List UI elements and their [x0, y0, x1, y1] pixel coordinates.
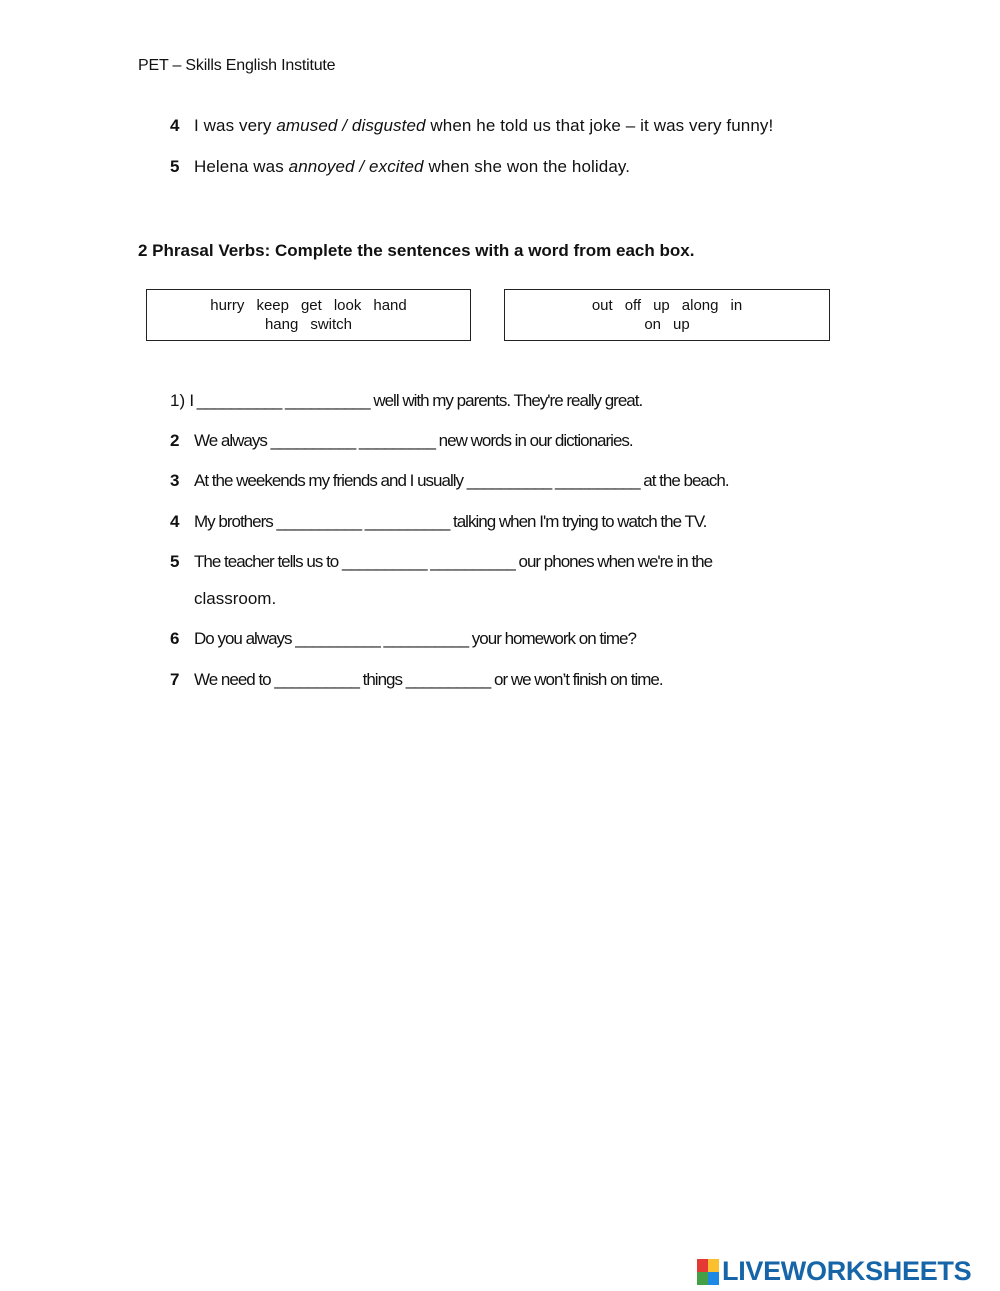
liveworksheets-logo: [697, 1256, 971, 1287]
item-choice[interactable]: annoyed / excited: [288, 157, 424, 176]
sentence-text[interactable]: We always __________ _________ new words in our dictionaries.: [194, 431, 633, 450]
page-header: PET – Skills English Institute: [138, 57, 336, 74]
word-box-row: [505, 315, 829, 334]
sentence-number: 2: [170, 431, 180, 450]
sentence-5: [170, 552, 712, 572]
word: up: [673, 316, 690, 333]
sentence-number: 3: [170, 471, 180, 490]
sentence-text[interactable]: My brothers __________ __________ talking when I'm trying to watch the TV.: [194, 512, 707, 531]
word-box-verbs: [146, 289, 471, 341]
sentence-4: [170, 512, 706, 532]
sentence-text[interactable]: At the weekends my friends and I usually __________ __________ at the beach.: [194, 471, 729, 490]
word: off: [624, 297, 642, 314]
logo-text: LIVEWORKSHEETS: [722, 1256, 972, 1286]
sentence-text[interactable]: The teacher tells us to __________ __________ our phones when we're in the: [194, 552, 713, 571]
item-number: 5: [170, 157, 180, 176]
item-text-post: when he told us that joke – it was very funny!: [425, 116, 774, 135]
word: hurry: [210, 297, 245, 314]
sentence-2: [170, 431, 633, 451]
word: switch: [310, 316, 353, 333]
sentence-7: [170, 670, 663, 690]
word: out: [591, 297, 613, 314]
word-box-particles: [504, 289, 830, 341]
item-number: 4: [170, 116, 180, 135]
logo-icon: [697, 1259, 719, 1285]
sentence-1: [170, 391, 642, 411]
exercise-item-4: [170, 116, 773, 136]
item-text-pre: I was very: [194, 116, 277, 135]
exercise-item-5: [170, 157, 630, 177]
word: in: [730, 297, 743, 314]
sentence-number: 5: [170, 552, 180, 571]
word: keep: [256, 297, 289, 314]
word: look: [333, 297, 362, 314]
item-choice[interactable]: amused / disgusted: [276, 116, 426, 135]
sentence-text[interactable]: Do you always __________ __________ your homework on time?: [194, 629, 636, 648]
section-2-title: 2 Phrasal Verbs: Complete the sentences with a word from each box.: [138, 241, 695, 260]
sentence-number: 6: [170, 629, 180, 648]
sentence-number: 4: [170, 512, 180, 531]
word: along: [681, 297, 719, 314]
sentence-text[interactable]: We need to __________ things __________ or we won’t finish on time.: [194, 670, 663, 689]
word-box-row: [147, 315, 470, 334]
sentence-text[interactable]: I __________ __________ well with my parents. They're really great.: [189, 391, 643, 410]
logo-square-icon: [708, 1259, 719, 1272]
word: hang: [264, 316, 299, 333]
logo-square-icon: [697, 1272, 708, 1285]
word-box-row: [147, 296, 470, 315]
word: hand: [373, 297, 407, 314]
word-box-row: [505, 296, 829, 315]
item-text-post: when she won the holiday.: [423, 157, 631, 176]
word: on: [644, 316, 661, 333]
sentence-6: [170, 629, 636, 649]
sentence-5-continuation: classroom.: [194, 589, 277, 608]
item-text-pre: Helena was: [194, 157, 289, 176]
word: up: [653, 297, 670, 314]
sentence-3: [170, 471, 729, 491]
sentence-number: 1): [170, 391, 186, 410]
word: get: [300, 297, 322, 314]
logo-square-icon: [697, 1259, 708, 1272]
sentence-number: 7: [170, 670, 180, 689]
logo-square-icon: [708, 1272, 719, 1285]
